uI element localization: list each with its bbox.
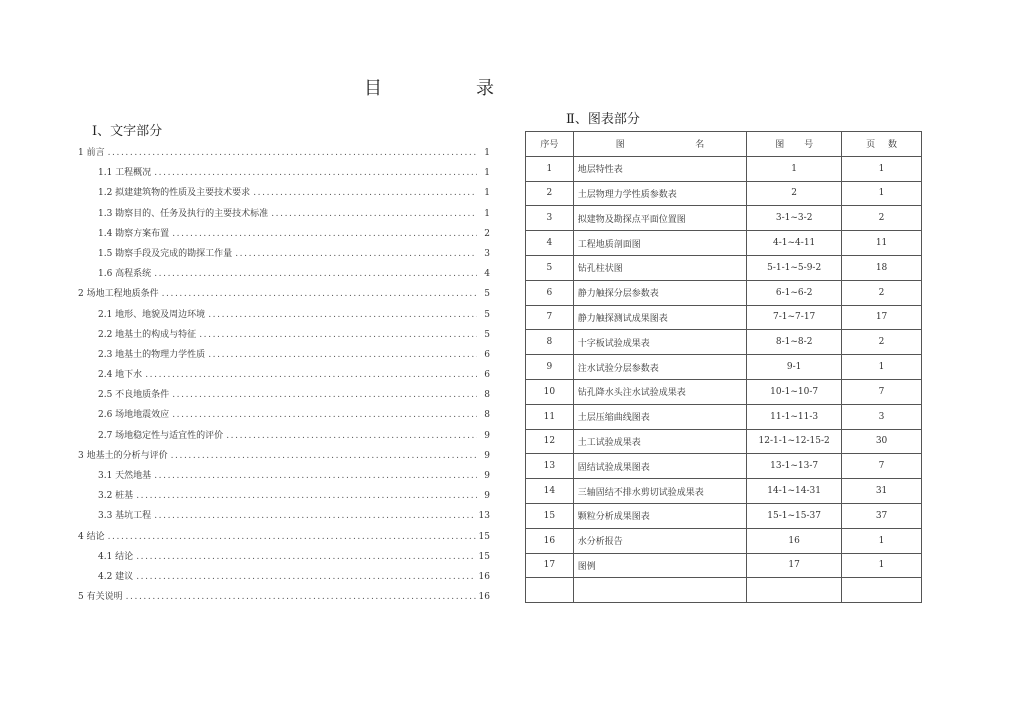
toc-entry-label: 3.1 天然地基 <box>98 471 152 481</box>
toc-entry-page: 2 <box>484 228 490 239</box>
toc-leader-dots <box>235 247 477 261</box>
row-name: 固结试验成果图表 <box>573 454 746 479</box>
toc-entry-label: 4.2 建议 <box>98 571 134 582</box>
row-figure-number: 4-1~4-11 <box>747 231 842 256</box>
row-page-count <box>842 578 922 603</box>
row-figure-number: 13-1~13-7 <box>747 454 842 479</box>
toc-entry-page: 15 <box>478 531 490 542</box>
table-row <box>526 156 922 181</box>
toc-entry-label: 2.1 地形、地貌及周边环境 <box>98 309 206 320</box>
toc-entry-page: 5 <box>484 329 490 340</box>
row-page-count: 7 <box>842 454 922 479</box>
toc-entry <box>78 227 490 247</box>
row-name: 钻孔降水头注水试验成果表 <box>573 379 746 404</box>
title-char-2: 录 <box>476 78 494 99</box>
table-row <box>526 355 922 380</box>
toc-entry-page: 1 <box>484 148 490 158</box>
toc-entry <box>78 247 490 267</box>
toc-entry <box>78 287 490 307</box>
toc-entry-label: 1.6 高程系统 <box>98 269 152 280</box>
toc-entry <box>78 408 490 428</box>
row-page-count: 2 <box>842 330 922 355</box>
toc-entry <box>78 570 490 590</box>
table-row <box>526 255 922 280</box>
row-figure-number: 17 <box>747 553 842 578</box>
row-name: 颗粒分析成果图表 <box>573 503 746 528</box>
row-name: 钻孔柱状图 <box>573 255 746 280</box>
table-of-contents <box>78 146 490 610</box>
toc-entry <box>78 530 490 550</box>
toc-leader-dots <box>136 550 475 564</box>
toc-entry-page: 3 <box>484 248 490 259</box>
row-number: 8 <box>526 330 574 355</box>
row-page-count: 7 <box>842 379 922 404</box>
row-number: 4 <box>526 231 574 256</box>
table-row <box>526 404 922 429</box>
table-row <box>526 454 922 479</box>
toc-entry-label: 2.6 场地地震效应 <box>98 410 170 421</box>
row-name <box>573 578 746 603</box>
toc-leader-dots <box>108 530 476 544</box>
row-page-count: 2 <box>842 280 922 305</box>
toc-entry-page: 1 <box>484 168 490 179</box>
toc-entry <box>78 186 490 206</box>
text-section-heading: Ⅰ、文字部分 <box>92 124 163 139</box>
toc-leader-dots <box>136 489 477 503</box>
header-pages-a: 页 <box>866 140 876 151</box>
row-number: 3 <box>526 206 574 231</box>
figure-table <box>525 131 922 603</box>
row-page-count: 2 <box>842 206 922 231</box>
row-page-count: 1 <box>842 528 922 553</box>
table-row <box>526 503 922 528</box>
header-fig-b: 号 <box>804 140 814 151</box>
toc-leader-dots <box>172 388 477 402</box>
toc-entry-page: 16 <box>478 571 490 582</box>
header-fig <box>747 132 842 157</box>
toc-leader-dots <box>108 146 477 160</box>
row-name: 土层物理力学性质参数表 <box>573 181 746 206</box>
toc-entry <box>78 550 490 570</box>
toc-leader-dots <box>226 429 477 443</box>
toc-leader-dots <box>172 408 477 422</box>
row-figure-number: 15-1~15-37 <box>747 503 842 528</box>
table-row <box>526 553 922 578</box>
header-name-a: 图 <box>615 140 625 151</box>
row-name: 地层特性表 <box>573 156 746 181</box>
toc-entry <box>78 429 490 449</box>
toc-entry-label: 4.1 结论 <box>98 551 134 562</box>
toc-leader-dots <box>154 509 475 523</box>
toc-entry-page: 9 <box>484 491 490 502</box>
toc-leader-dots <box>271 207 477 221</box>
table-row <box>526 181 922 206</box>
toc-entry-label: 2.3 地基土的物理力学性质 <box>98 349 206 360</box>
row-figure-number: 14-1~14-31 <box>747 479 842 504</box>
row-number: 5 <box>526 255 574 280</box>
row-name: 土层压缩曲线图表 <box>573 404 746 429</box>
toc-entry-label: 2.2 地基土的构成与特征 <box>98 329 197 340</box>
toc-entry-label: 2.5 不良地质条件 <box>98 390 170 401</box>
row-figure-number: 5-1-1~5-9-2 <box>747 255 842 280</box>
row-page-count: 11 <box>842 231 922 256</box>
row-figure-number: 16 <box>747 528 842 553</box>
page-title <box>364 74 494 100</box>
toc-entry <box>78 368 490 388</box>
toc-entry-label: 5 有关说明 <box>78 592 123 603</box>
row-number: 1 <box>526 156 574 181</box>
table-row <box>526 479 922 504</box>
row-name: 水分析报告 <box>573 528 746 553</box>
toc-entry-page: 5 <box>484 289 490 300</box>
row-number: 12 <box>526 429 574 454</box>
toc-leader-dots <box>154 166 477 180</box>
table-row <box>526 429 922 454</box>
row-name: 图例 <box>573 553 746 578</box>
row-number <box>526 578 574 603</box>
table-row <box>526 528 922 553</box>
toc-entry-label: 1.3 勘察目的、任务及执行的主要技术标准 <box>98 208 269 219</box>
toc-entry-page: 5 <box>484 309 490 320</box>
title-char-1: 目 <box>364 78 382 99</box>
toc-entry-label: 2.4 地下水 <box>98 370 143 381</box>
toc-entry-label: 2 场地工程地质条件 <box>78 289 159 300</box>
toc-entry <box>78 308 490 328</box>
table-row <box>526 206 922 231</box>
row-name: 土工试验成果表 <box>573 429 746 454</box>
toc-entry-page: 6 <box>484 349 490 360</box>
toc-entry <box>78 166 490 186</box>
row-figure-number: 11-1~11-3 <box>747 404 842 429</box>
row-figure-number: 12-1-1~12-15-2 <box>747 429 842 454</box>
row-figure-number: 10-1~10-7 <box>747 379 842 404</box>
table-row <box>526 379 922 404</box>
row-page-count: 1 <box>842 156 922 181</box>
table-row <box>526 280 922 305</box>
row-figure-number <box>747 578 842 603</box>
toc-entry-page: 15 <box>478 551 490 562</box>
toc-leader-dots <box>171 449 477 463</box>
toc-entry-page: 13 <box>478 511 490 522</box>
table-row <box>526 578 922 603</box>
header-fig-a: 图 <box>775 140 785 151</box>
row-figure-number: 7-1~7-17 <box>747 305 842 330</box>
toc-entry-page: 8 <box>484 390 490 401</box>
row-name: 拟建物及勘探点平面位置图 <box>573 206 746 231</box>
row-page-count: 1 <box>842 553 922 578</box>
toc-entry <box>78 207 490 227</box>
toc-leader-dots <box>126 590 476 604</box>
toc-entry-page: 9 <box>484 471 490 481</box>
toc-leader-dots <box>154 267 477 281</box>
toc-entry-label: 3.3 基坑工程 <box>98 511 152 522</box>
toc-entry-page: 9 <box>484 450 490 461</box>
row-page-count: 3 <box>842 404 922 429</box>
toc-entry-label: 4 结论 <box>78 531 105 542</box>
table-row <box>526 330 922 355</box>
toc-entry <box>78 509 490 529</box>
row-number: 13 <box>526 454 574 479</box>
row-page-count: 30 <box>842 429 922 454</box>
row-number: 14 <box>526 479 574 504</box>
row-number: 17 <box>526 553 574 578</box>
toc-entry <box>78 489 490 509</box>
row-figure-number: 9-1 <box>747 355 842 380</box>
toc-entry-label: 3.2 桩基 <box>98 491 134 502</box>
toc-entry-label: 1.5 勘察手段及完成的勘探工作量 <box>98 248 233 259</box>
header-name <box>573 132 746 157</box>
toc-entry-label: 1 前言 <box>78 148 105 158</box>
table-row <box>526 231 922 256</box>
row-figure-number: 3-1~3-2 <box>747 206 842 231</box>
row-number: 11 <box>526 404 574 429</box>
toc-entry-label: 1.4 勘察方案布置 <box>98 228 170 239</box>
row-figure-number: 2 <box>747 181 842 206</box>
table-row <box>526 305 922 330</box>
row-figure-number: 8-1~8-2 <box>747 330 842 355</box>
row-number: 2 <box>526 181 574 206</box>
toc-entry <box>78 449 490 469</box>
row-name: 注水试验分层参数表 <box>573 355 746 380</box>
row-figure-number: 6-1~6-2 <box>747 280 842 305</box>
toc-leader-dots <box>199 328 477 342</box>
row-name: 三轴固结不排水剪切试验成果表 <box>573 479 746 504</box>
toc-entry-page: 1 <box>484 208 490 219</box>
toc-entry-page: 9 <box>484 430 490 441</box>
toc-entry-page: 16 <box>478 592 490 603</box>
row-number: 9 <box>526 355 574 380</box>
toc-entry <box>78 469 490 489</box>
row-page-count: 1 <box>842 355 922 380</box>
header-pages <box>842 132 922 157</box>
row-name: 工程地质剖面图 <box>573 231 746 256</box>
row-name: 静力触探测试成果图表 <box>573 305 746 330</box>
toc-entry-label: 3 地基土的分析与评价 <box>78 450 168 461</box>
row-page-count: 18 <box>842 255 922 280</box>
toc-entry <box>78 267 490 287</box>
toc-leader-dots <box>208 308 477 322</box>
toc-entry-label: 2.7 场地稳定性与适宜性的评价 <box>98 430 224 441</box>
toc-entry <box>78 388 490 408</box>
row-number: 6 <box>526 280 574 305</box>
toc-entry-label: 1.1 工程概况 <box>98 168 152 179</box>
figure-section-heading: Ⅱ、图表部分 <box>566 112 640 127</box>
row-number: 7 <box>526 305 574 330</box>
row-number: 15 <box>526 503 574 528</box>
toc-entry-page: 4 <box>484 269 490 280</box>
row-page-count: 17 <box>842 305 922 330</box>
header-no: 序号 <box>526 132 574 157</box>
toc-leader-dots <box>208 348 477 362</box>
toc-leader-dots <box>172 227 477 241</box>
row-page-count: 37 <box>842 503 922 528</box>
toc-entry-page: 8 <box>484 410 490 421</box>
toc-leader-dots <box>136 570 475 584</box>
header-name-b: 名 <box>695 140 705 151</box>
toc-leader-dots <box>162 287 477 301</box>
header-pages-b: 数 <box>887 140 897 151</box>
toc-entry-label: 1.2 拟建建筑物的性质及主要技术要求 <box>98 188 251 199</box>
toc-entry <box>78 590 490 610</box>
toc-entry-page: 1 <box>484 188 490 199</box>
row-page-count: 31 <box>842 479 922 504</box>
row-name: 静力触探分层参数表 <box>573 280 746 305</box>
row-number: 10 <box>526 379 574 404</box>
toc-entry-page: 6 <box>484 370 490 381</box>
figure-table-header <box>526 132 922 157</box>
toc-entry <box>78 328 490 348</box>
row-page-count: 1 <box>842 181 922 206</box>
row-name: 十字板试验成果表 <box>573 330 746 355</box>
toc-leader-dots <box>253 186 477 200</box>
toc-leader-dots <box>145 368 477 382</box>
toc-leader-dots <box>154 469 477 483</box>
row-number: 16 <box>526 528 574 553</box>
toc-entry <box>78 348 490 368</box>
row-figure-number: 1 <box>747 156 842 181</box>
toc-entry <box>78 146 490 166</box>
